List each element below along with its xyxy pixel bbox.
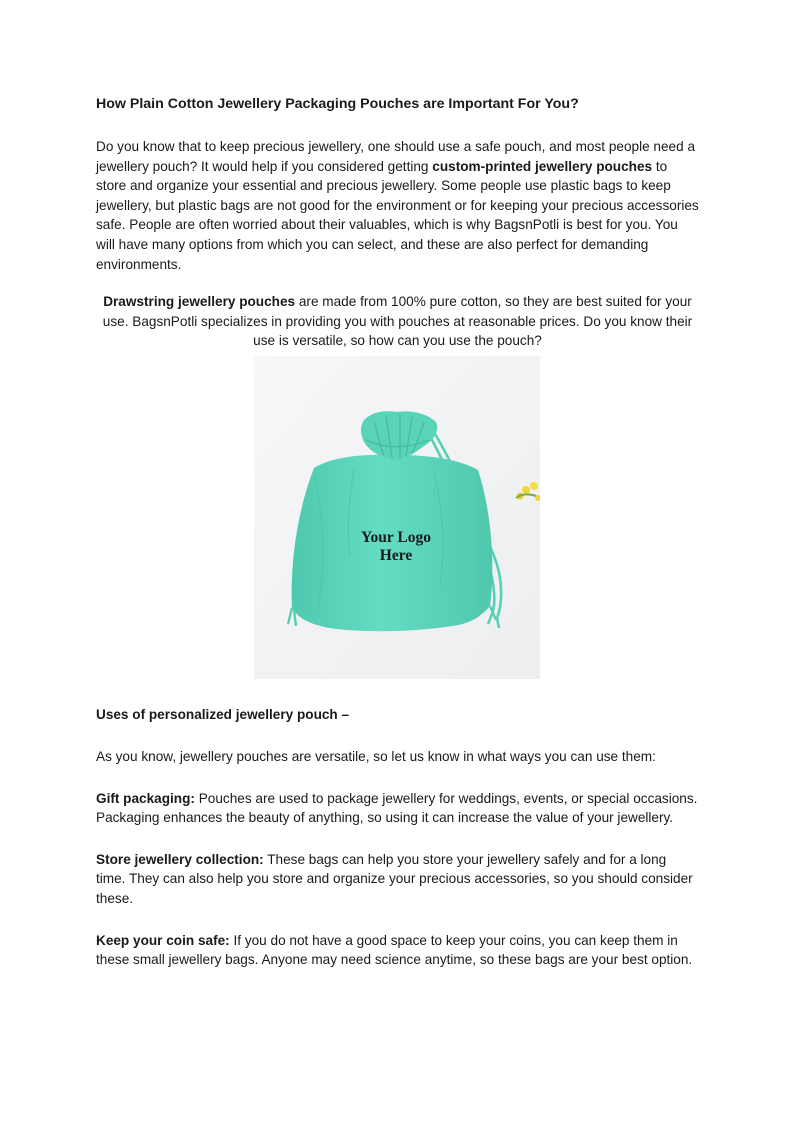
article-top: [96, 95, 699, 351]
use-item-store-collection: [96, 850, 699, 909]
article-bottom: [96, 705, 699, 970]
uses-heading: Uses of personalized jewellery pouch –: [96, 707, 350, 722]
use-text: If you do not have a good space to keep your coins, you can keep them in these small jewellery bags. Anyone may need science anytime, so these bags are your best option.: [96, 932, 693, 968]
logo-text-line1: Your Logo: [361, 529, 431, 546]
intro-text-1: Do you know that to keep precious jewellery, one should use a safe pouch, and most people need a jewellery pouch? It would help if you considered getting: [96, 139, 696, 174]
intro-paragraph: [96, 137, 699, 274]
drawstring-pouches-link[interactable]: Drawstring jewellery pouches: [103, 294, 296, 310]
uses-intro: As you know, jewellery pouches are versatile, so let us know in what ways you can use them:: [96, 749, 656, 764]
use-label: Gift packaging:: [96, 790, 195, 806]
drawstring-text: are made from 100% pure cotton, so they are best suited for your use. BagsnPotli specializes in providing you with pouches at reasonable prices. Do you know their use is versatile, so how can you use the pouch?: [102, 294, 693, 349]
use-label: Store jewellery collection:: [96, 851, 264, 867]
article-title: How Plain Cotton Jewellery Packaging Pouches are Important For You?: [96, 96, 579, 112]
use-item-gift-packaging: [96, 789, 699, 828]
drawstring-paragraph: [96, 292, 699, 351]
use-text: These bags can help you store your jewellery safely and for a long time. They can also help you store and organize your precious accessories, so you should consider these.: [96, 851, 693, 906]
logo-text-line2: Here: [379, 547, 413, 564]
pouch-product-image: [254, 356, 540, 679]
use-item-coin-safe: [96, 931, 699, 970]
custom-printed-pouches-link[interactable]: custom-printed jewellery pouches: [432, 158, 653, 174]
intro-text-2: to store and organize your essential and precious jewellery. Some people use plastic bags to keep jewellery, but plastic bags are not good for the environment or for keeping your precious accessories safe. People are often worried about their valuables, which is why BagsnPotli is best for you. You will have many options from which you can select, and these are also perfect for demanding environments.: [96, 158, 699, 272]
use-label: Keep your coin safe:: [96, 932, 230, 948]
use-text: Pouches are used to package jewellery for weddings, events, or special occasions. Packaging enhances the beauty of anything, so using it can increase the value of your jewellery.: [96, 790, 698, 826]
